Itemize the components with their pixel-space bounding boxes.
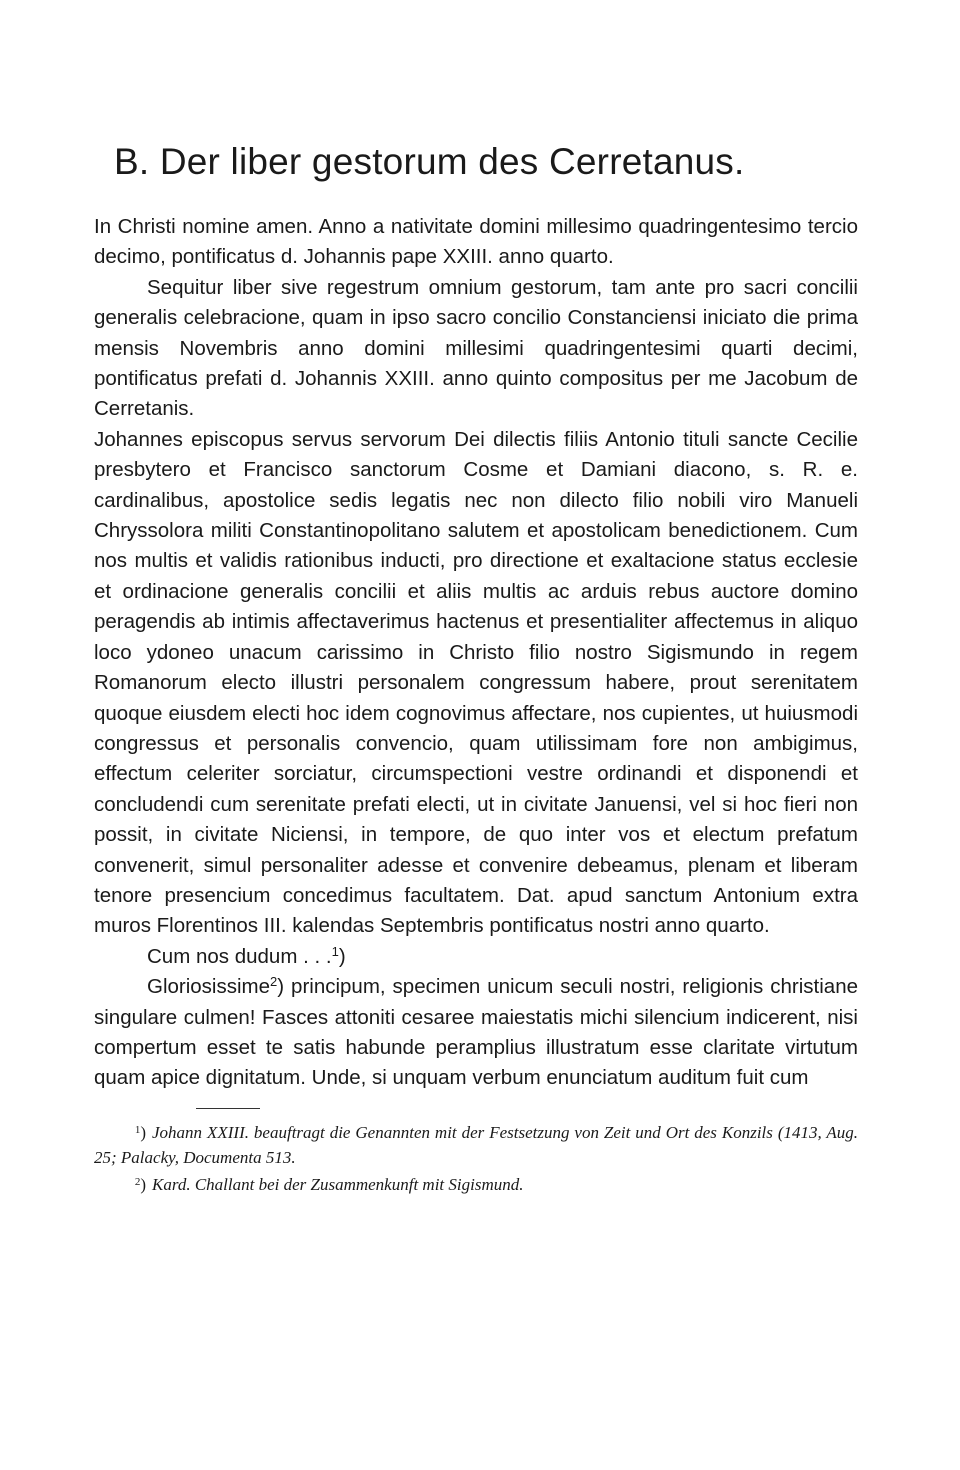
footnote-2-number: $^2$)	[134, 1174, 146, 1194]
paragraph-cum-nos-dudum	[94, 942, 858, 972]
footnote-1-text: Johann XXIII. beauftragt die Genannten mit der Festsetzung von Zeit und Ort des Konzils (1413, Aug. 25; Palacky, Documenta 513.	[94, 1122, 858, 1167]
gloriosissime-rest: ) principum, specimen unicum seculi nostri, religionis christiane singulare culmen! Fasces attoniti cesaree maiestatis michi silencium indicerent, nisi compertum esset te satis habunde peramplius illustratum esse claritate virtutum quam apice dignitatum. Unde, si unquam verbum enunciatum auditum fuit cum	[94, 975, 858, 1090]
paragraph-liber-description: Sequitur liber sive regestrum omnium gestorum, tam ante pro sacri concilii generalis celebracione, quam in ipso sacro concilio Constanciensi iniciato die prima mensis Novembris anno domini millesimi quadringentesimi quarti decimi, pontificatus prefati d. Johannis XXIII. anno quinto compositus per me Jacobum de Cerretanis.	[94, 275, 858, 421]
document-page	[94, 138, 858, 1197]
footnote-divider	[196, 1108, 260, 1109]
footnote-1-number: $^1$)	[134, 1122, 146, 1142]
footnote-2-text: Kard. Challant bei der Zusammenkunft mit Sigismund.	[152, 1174, 524, 1194]
cum-nos-dudum-close: )	[338, 944, 346, 968]
footnote-2	[94, 1170, 858, 1197]
paragraph-invocation: In Christi nomine amen. Anno a nativitate domini millesimo quadringentesimo tercio decimo, pontificatus d. Johannis pape XXIII. anno quarto.	[94, 215, 858, 269]
paragraph-gloriosissime	[94, 972, 858, 1094]
footnote-reference-2: 2	[270, 974, 278, 990]
footnote-1	[94, 1118, 858, 1170]
footnote-1-number-value: 1	[134, 1123, 141, 1136]
footnote-reference-1: 1	[331, 943, 339, 959]
footnotes	[94, 1108, 858, 1197]
gloriosissime-word: Gloriosissime	[147, 975, 271, 999]
cum-nos-dudum-text: Cum nos dudum . . .	[147, 944, 332, 968]
section-heading: B. Der liber gestorum des Cerretanus.	[114, 141, 745, 182]
paragraph-papal-letter: Johannes episcopus servus servorum Dei dilectis filiis Antonio tituli sancte Cecilie presbytero et Francisco sanctorum Cosme et Damiani diacono, s. R. e. cardinalibus, apostolice sedis legatis nec non dilecto filio nobili viro Manueli Chryssolora militi Constantinopolitano salutem et apostolicam benedictionem. Cum nos multis et validis rationibus inducti, pro directione et exaltacione status ecclesie et ordinacione generalis concilii et aliis multis ac arduis rebus auctore domino peragendis ab intimis affectaverimus hactenus et presentialiter affectemus in aliquo loco ydoneo unacum carissimo in Christo filio nostro Sigismundo in regem Romanorum electo illustri personalem congressum habere, prout serenitatem quoque eiusdem electi hoc idem cognovimus affectare, nos cupientes, ut huiusmodi congressus et personalis convencio, quam utilissimam fore non ambigimus, effectum celeriter sorciatur, circumspectioni vestre ordinandi et disponendi et concludendi cum serenitate prefati electi, ut in civitate Januensi, vel si hoc fieri non possit, in civitate Niciensi, in tempore, de quo inter vos et electum prefatum convenerit, simul personaliter adesse et convenire debeamus, plenam et liberam tenore presencium concedimus facultatem. Dat. apud sanctum Antonium extra muros Florentinos III. kalendas Septembris pontificatus nostri anno quarto.	[94, 427, 858, 938]
footnote-2-number-value: 2	[134, 1175, 141, 1188]
